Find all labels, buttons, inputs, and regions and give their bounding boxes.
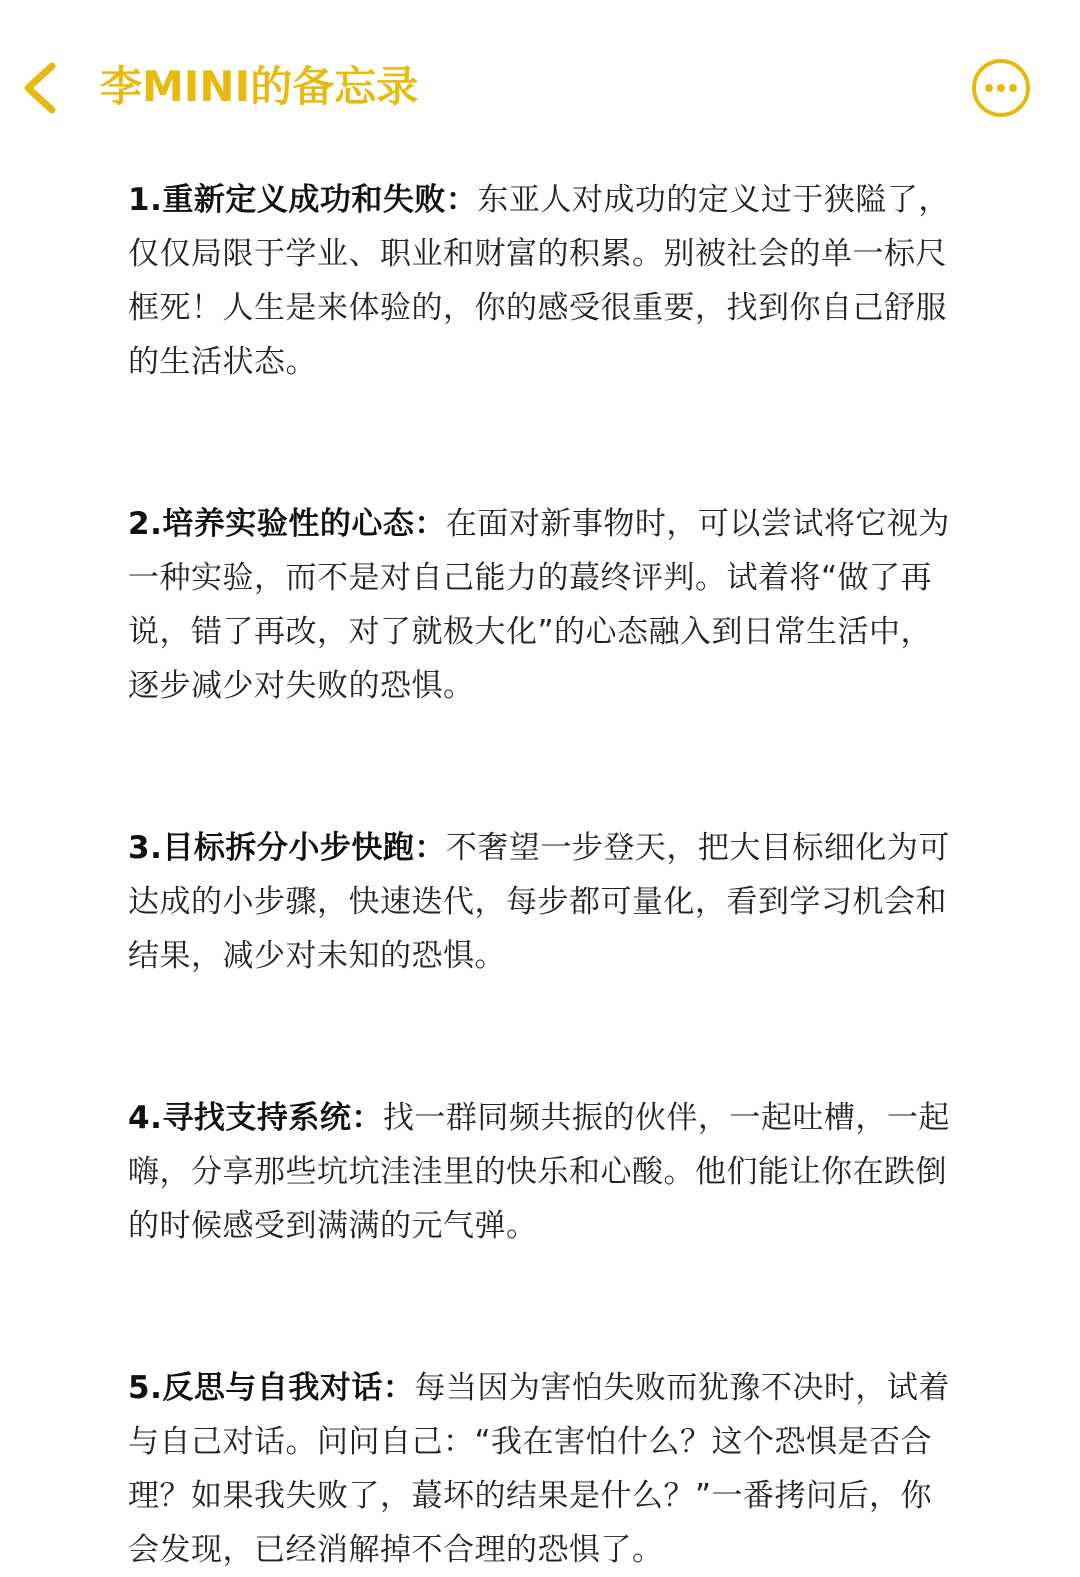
note-body: 每当因为害怕失败而犹豫不决时，试着与自己对话。问问自己：“我在害怕什么？这个恐惧是否合理？如果我失败了，蕞坏的结果是什么？”一番拷问后，你会发现，已经消解掉不合理的恐惧了。 [128,1370,950,1568]
note-body: 找一群同频共振的伙伴，一起吐槽，一起嗨，分享那些坑坑洼洼里的快乐和心酸。他们能让你在跌倒的时候感受到满满的元气弹。 [128,1100,950,1244]
page-title: 李MINI的备忘录 [100,62,419,111]
note-item-5 [128,1361,958,1577]
note-body: 在面对新事物时，可以尝试将它视为一种实验，而不是对自己能力的蕞终评判。试着将“做了再说，错了再改，对了就极大化”的心态融入到日常生活中，逐步减少对失败的恐惧。 [128,506,950,704]
note-item-2 [128,497,958,713]
more-options-icon [970,57,1032,119]
note-item-1 [128,173,958,389]
note-heading: 2.培养实验性的心态： [128,506,446,542]
note-heading: 4.寻找支持系统： [128,1100,383,1136]
header-bar [0,0,1080,175]
note-item-3 [128,821,958,983]
note-heading: 3.目标拆分小步快跑： [128,830,446,866]
chevron-left-icon [18,56,66,120]
note-body: 不奢望一步登天，把大目标细化为可达成的小步骤，快速迭代，每步都可量化，看到学习机会和结果，减少对未知的恐惧。 [128,830,950,974]
back-button[interactable] [18,56,66,120]
note-content [128,173,958,1577]
note-heading: 5.反思与自我对话： [128,1370,415,1406]
more-options-button[interactable] [970,57,1032,119]
note-item-4 [128,1091,958,1253]
note-body: 东亚人对成功的定义过于狭隘了，仅仅局限于学业、职业和财富的积累。别被社会的单一标尺框死！人生是来体验的，你的感受很重要，找到你自己舒服的生活状态。 [128,182,950,380]
note-heading: 1.重新定义成功和失败： [128,182,478,218]
